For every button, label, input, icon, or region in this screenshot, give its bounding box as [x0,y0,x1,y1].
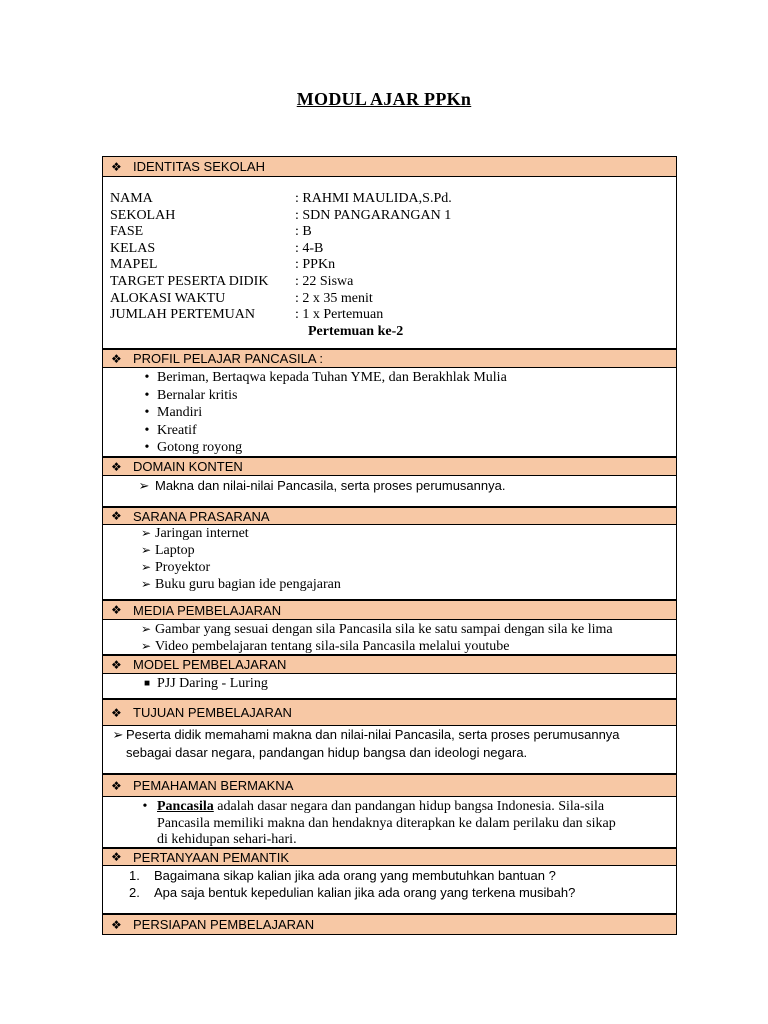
term-pancasila: Pancasila [157,799,214,814]
section-title: TUJUAN PEMBELAJARAN [133,705,292,720]
diamond-bullet-icon: ❖ [111,459,122,474]
field-label: JUMLAH PERTEMUAN [110,307,255,323]
field-row [110,257,676,274]
definition-text-continued: Pancasila memiliki makna dan hendaknya diterapkan ke dalam perilaku dan sikap [157,815,616,831]
diamond-bullet-icon: ❖ [111,603,122,617]
field-row [110,241,676,258]
list-item [137,542,676,559]
list-item [137,404,676,422]
arrow-bullet-icon: ➢ [138,478,150,493]
field-value: : SDN PANGARANGAN 1 [295,207,452,223]
diamond-bullet-icon: ❖ [111,657,122,672]
field-value: : 2 x 35 menit [295,290,373,306]
list-item-text: Makna dan nilai-nilai Pancasila, serta proses perumusannya. [155,478,506,493]
list-item-text: Laptop [155,543,195,558]
section-header-pemahaman [102,774,677,797]
document-title: MODUL AJAR PPKn [296,89,472,109]
section-header-tujuan [102,699,677,726]
list-number: 2. [129,885,140,900]
field-row [110,291,676,308]
definition-text-continued: di kehidupan sehari-hari. [157,832,297,847]
section-header-persiapan [102,914,677,935]
section-title: PERTANYAAN PEMANTIK [133,849,290,865]
list-item [133,477,676,494]
list-item [137,576,676,593]
list-item-text: Gotong royong [157,440,243,456]
list-item-text: Beriman, Bertaqwa kepada Tuhan YME, dan Berakhlak Mulia [157,370,507,385]
section-title: PEMAHAMAN BERMAKNA [133,778,294,793]
arrow-bullet-icon: ➢ [140,577,152,591]
field-label: ALOKASI WAKTU [110,290,226,306]
list-item [137,638,676,655]
list-item [129,867,676,884]
media-body [102,620,677,655]
section-title: PROFIL PELAJAR PANCASILA : [133,351,324,366]
diamond-bullet-icon: ❖ [111,351,122,366]
tujuan-body [102,726,677,774]
bullet-dot-icon: • [144,440,150,456]
diamond-bullet-icon: ❖ [111,705,122,720]
bullet-dot-icon: • [144,405,150,421]
field-row [110,274,676,291]
section-header-identitas [102,156,677,177]
section-header-pertanyaan [102,848,677,866]
arrow-bullet-icon: ➢ [140,622,152,636]
field-value: : PPKn [295,257,336,273]
list-item [137,387,676,405]
sarana-body [102,525,677,600]
list-item-text: Jaringan internet [155,526,249,541]
section-title: PERSIAPAN PEMBELAJARAN [133,917,315,932]
field-value: : B [295,224,312,240]
list-item-text [157,799,604,816]
list-item-text: Mandiri [157,405,203,421]
identitas-body [102,177,677,349]
list-item-text: Gambar yang sesuai dengan sila Pancasila sila ke satu sampai dengan sila ke lima [155,622,613,637]
list-item-text: Proyektor [155,560,211,575]
bullet-dot-icon: • [144,387,150,403]
bullet-dot-icon: • [144,370,150,385]
meeting-label: Pertemuan ke-2 [308,323,404,339]
list-item [137,422,676,440]
section-title: DOMAIN KONTEN [133,459,243,474]
list-item [137,621,676,638]
field-value: : 4-B [295,240,324,256]
list-item [137,525,676,542]
list-item [110,726,676,744]
section-title: IDENTITAS SEKOLAH [133,159,265,174]
list-item-text: Peserta didik memahami makna dan nilai-nilai Pancasila, serta proses perumusannya [126,727,620,742]
diamond-bullet-icon: ❖ [111,159,122,174]
field-row [110,224,676,241]
list-item [137,675,676,692]
section-header-sarana [102,507,677,525]
definition-text: adalah dasar negara dan pandangan hidup bangsa Indonesia. Sila-sila [213,799,605,814]
field-row [110,307,676,324]
list-item-text: Kreatif [157,422,197,438]
section-title: SARANA PRASARANA [133,508,270,524]
bullet-dot-icon: • [144,422,150,438]
section-header-domain [102,457,677,476]
section-title: MODEL PEMBELAJARAN [133,657,287,672]
field-value: : RAHMI MAULIDA,S.Pd. [295,191,452,206]
list-item-text: Buku guru bagian ide pengajaran [155,577,341,592]
section-header-profil [102,349,677,368]
bullet-dot-icon: • [142,799,148,814]
diamond-bullet-icon: ❖ [111,509,122,523]
diamond-bullet-icon: ❖ [111,850,122,864]
field-label: FASE [110,224,144,240]
domain-body [102,476,677,507]
list-item [133,799,676,816]
field-label: SEKOLAH [110,207,176,223]
model-body [102,674,677,699]
field-row [110,191,676,208]
diamond-bullet-icon: ❖ [111,778,122,793]
list-item-text: Apa saja bentuk kepedulian kalian jika ada orang yang terkena musibah? [154,885,576,900]
list-item-text: Bernalar kritis [157,387,238,403]
arrow-bullet-icon: ➢ [112,727,124,742]
list-item-text: Bagaimana sikap kalian jika ada orang yang membutuhkan bantuan ? [154,868,556,883]
field-value: : 22 Siswa [295,273,354,289]
square-bullet-icon: ■ [143,678,151,689]
field-label: NAMA [110,191,153,206]
field-row [110,208,676,225]
section-header-media [102,600,677,620]
arrow-bullet-icon: ➢ [140,543,152,557]
section-title: MEDIA PEMBELAJARAN [133,602,282,618]
arrow-bullet-icon: ➢ [140,639,152,653]
list-item-text: Video pembelajaran tentang sila-sila Pancasila melalui youtube [155,639,510,654]
list-number: 1. [129,868,140,883]
list-item [129,884,676,901]
arrow-bullet-icon: ➢ [140,560,152,574]
profil-body [102,368,677,457]
list-item [137,439,676,457]
field-label: KELAS [110,240,156,256]
list-item-text: PJJ Daring - Luring [157,676,268,691]
field-value: : 1 x Pertemuan [295,307,384,323]
diamond-bullet-icon: ❖ [111,917,122,932]
list-item-text-continued: sebagai dasar negara, pandangan hidup bangsa dan ideologi negara. [126,744,528,760]
list-item [137,559,676,576]
list-item [137,369,676,387]
arrow-bullet-icon: ➢ [140,526,152,540]
field-label: TARGET PESERTA DIDIK [110,273,269,289]
pertanyaan-body [102,866,677,914]
field-label: MAPEL [110,257,158,273]
section-header-model [102,655,677,674]
pemahaman-body [102,797,677,848]
